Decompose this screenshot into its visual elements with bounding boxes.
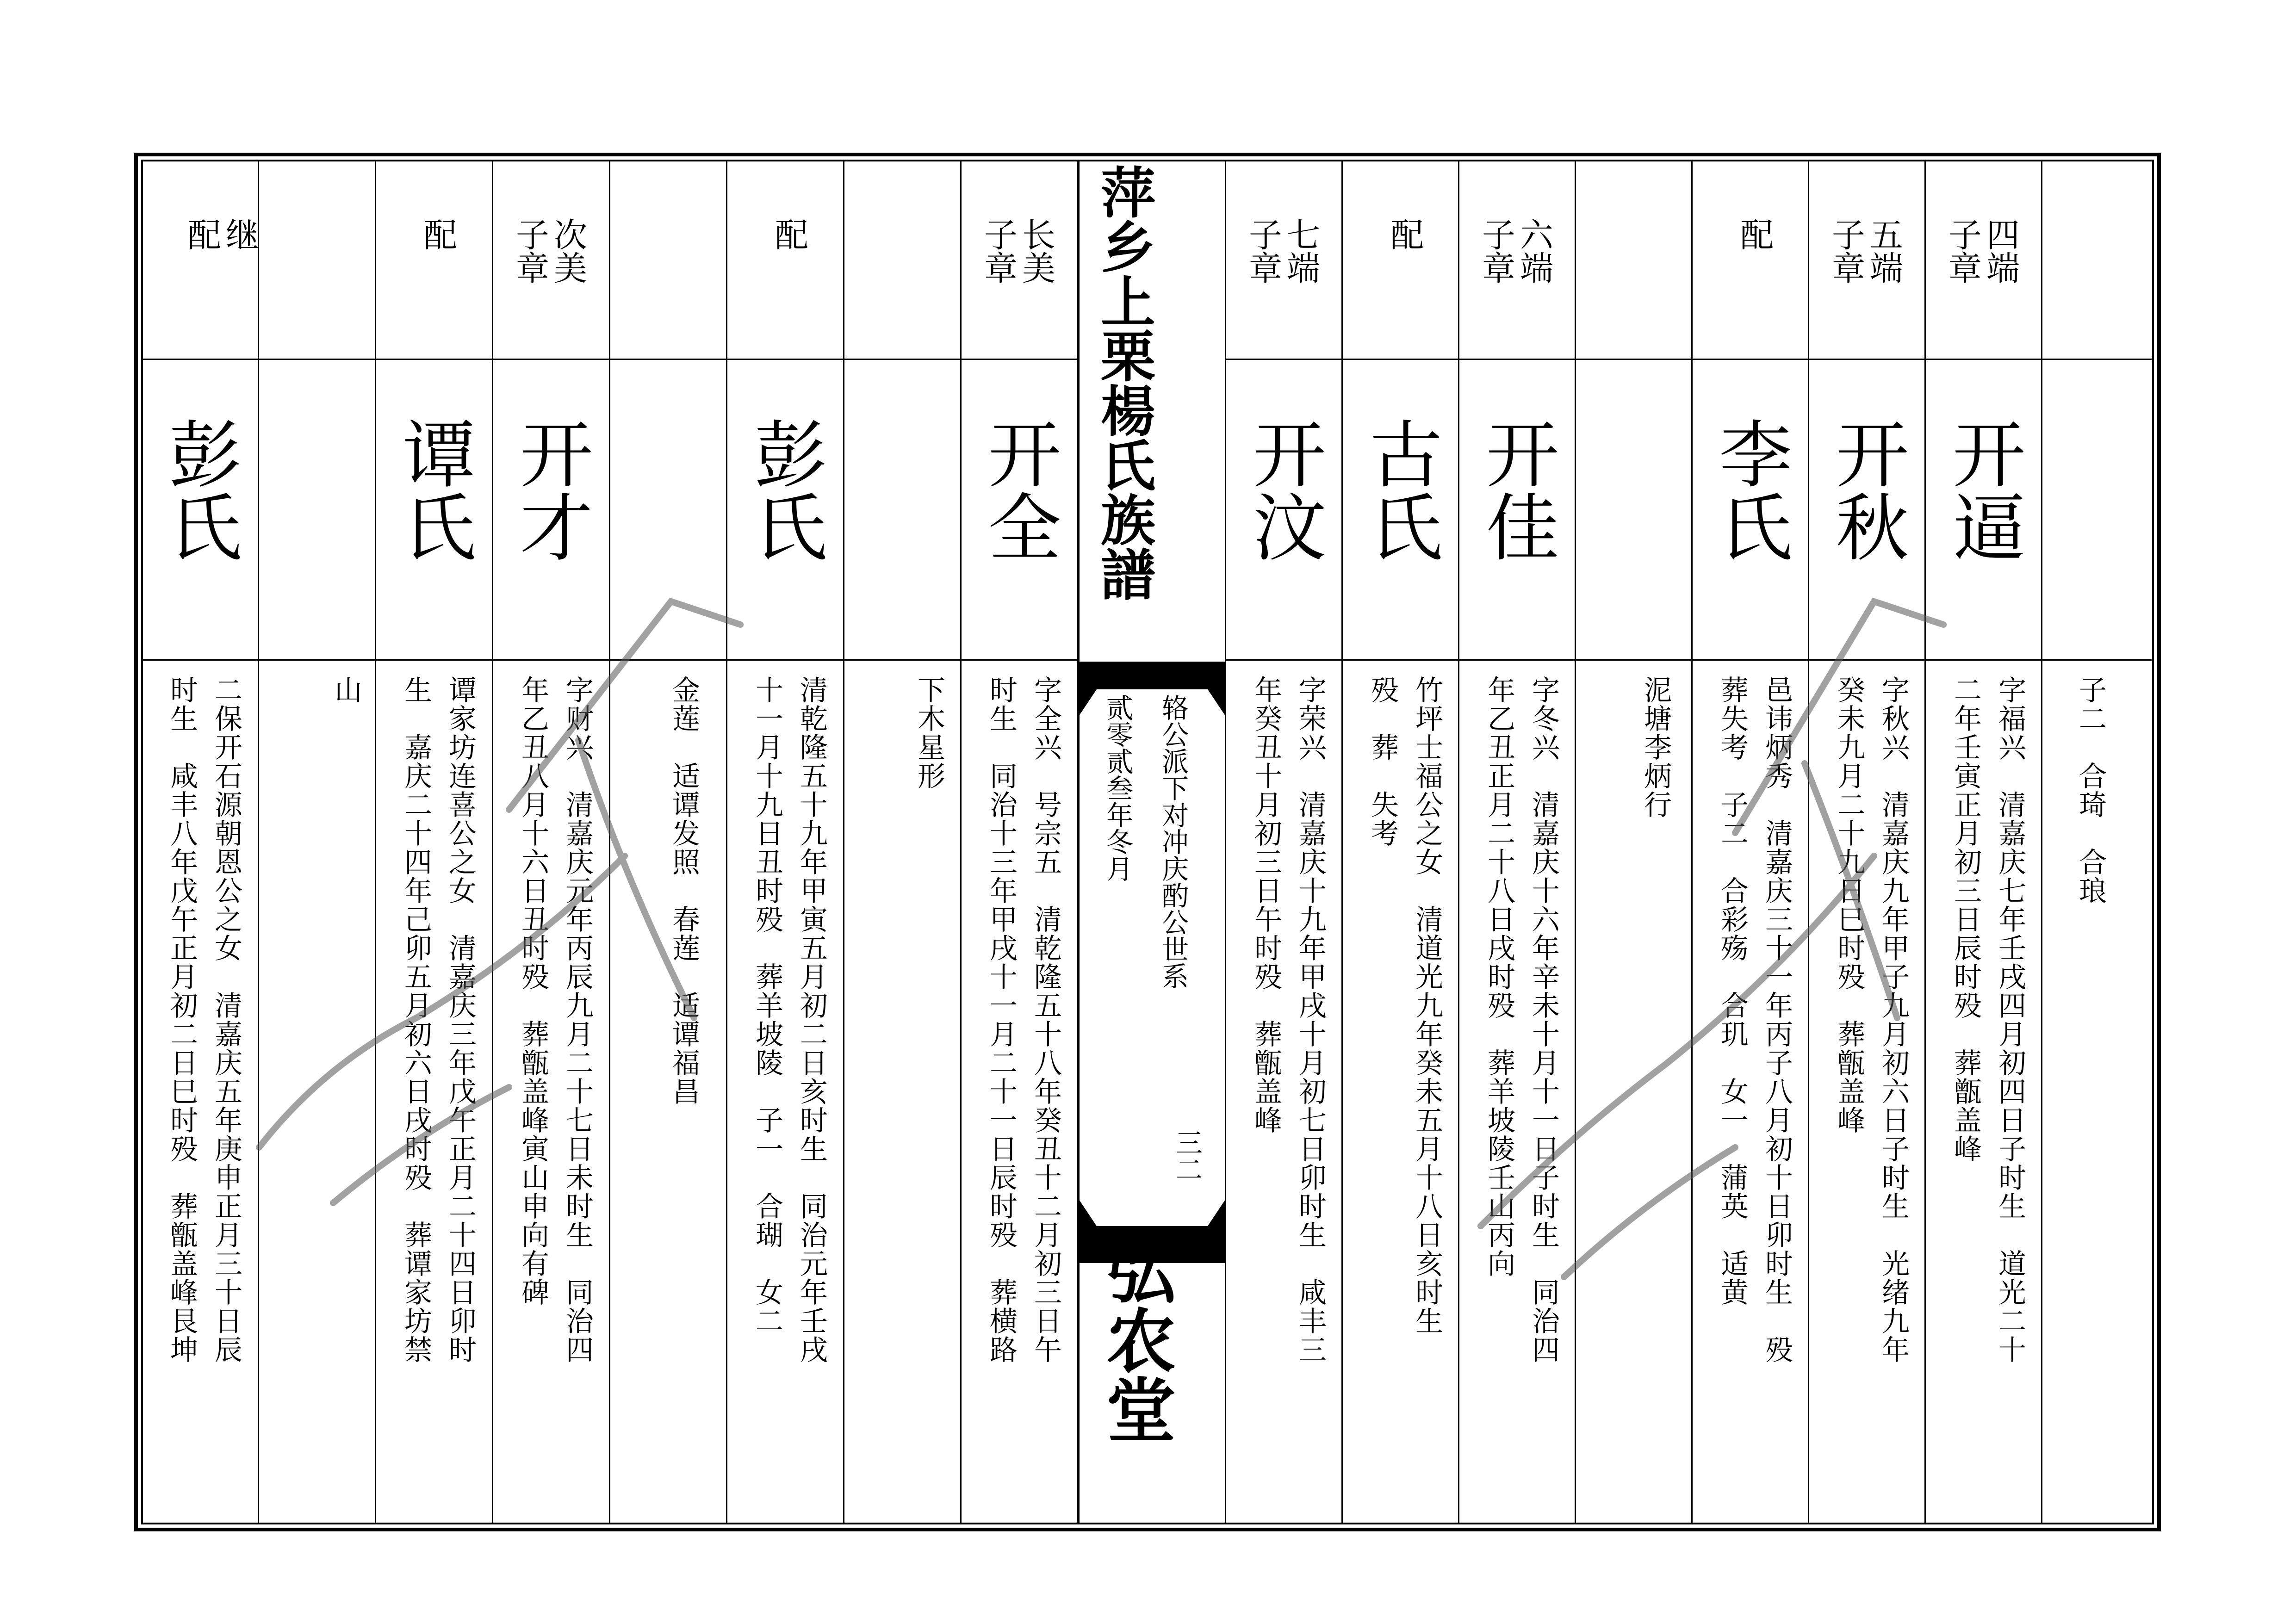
entry-text: 邑讳炳秀 清嘉庆三十一年丙子八月初十日卯时生 殁 葬失考 子二 合彩殇 合玑 女一 蒲英 适黄 — [1716, 675, 1793, 1364]
entry-label: 配 — [769, 217, 808, 251]
compiled-date: 贰零贰叁年冬月 — [1102, 694, 1133, 882]
entry-label: 次美 子章 — [510, 217, 587, 284]
entry-text: 字福兴 清嘉庆七年壬戌四月初四日子时生 道光二十 二年壬寅正月初三日辰时殁 葬甑盖峰 — [1949, 675, 2026, 1364]
entry-text: 谭家坊连喜公之女 清嘉庆三年戊午正月二十四日卯时 生 嘉庆二十四年己卯五月初六日戌时殁 葬谭家坊禁 — [400, 675, 477, 1364]
entry-label: 四端 子章 — [1943, 217, 2020, 284]
page-number: 三二 — [1171, 1129, 1203, 1183]
entry-text: 金莲 适谭发照 春莲 适谭福昌 — [668, 675, 700, 1106]
person-name: 彭氏 — [156, 416, 242, 563]
hall-name: 弘农堂 — [1094, 1235, 1176, 1443]
person-name: 开逼 — [1940, 416, 2025, 563]
entry-text: 字财兴 清嘉庆元年丙辰九月二十七日未时生 同治四 年乙丑八月十六日丑时殁 葬甑盖峰寅山申向有碑 — [517, 675, 594, 1364]
entry-text: 二保开石源朝恩公之女 清嘉庆五年庚申正月三十日辰 时生 咸丰八年戊午正月初二日巳时殁 葬甑盖峰艮坤 — [166, 675, 242, 1364]
person-name: 开秋 — [1824, 416, 1909, 563]
entry-label: 配 — [418, 217, 457, 251]
entry-text: 泥塘李炳行 — [1639, 675, 1672, 819]
entry-label: 六端 子章 — [1477, 217, 1553, 284]
entry-text: 字秋兴 清嘉庆九年甲子九月初六日子时生 光绪九年 癸未九月二十九日巳时殁 葬甑盖峰 — [1833, 675, 1910, 1364]
entry-text: 子二 合琦 合琅 — [2074, 675, 2107, 905]
entry-label: 继 配 — [182, 217, 259, 251]
entry-label: 长美 子章 — [979, 217, 1055, 284]
person-name: 开才 — [508, 416, 593, 563]
entry-text: 山 — [330, 675, 362, 704]
entry-text: 字荣兴 清嘉庆十九年甲戌十月初七日卯时生 咸丰三 年癸丑十月初三日午时殁 葬甑盖峰 — [1250, 675, 1327, 1364]
entry-label: 配 — [1735, 217, 1774, 251]
entry-label: 五端 子章 — [1826, 217, 1903, 284]
person-name: 谭氏 — [391, 416, 476, 563]
person-name: 开佳 — [1474, 416, 1559, 563]
person-name: 开全 — [976, 416, 1061, 563]
person-name: 彭氏 — [742, 416, 827, 563]
person-name: 古氏 — [1357, 416, 1442, 563]
book-title: 萍乡上栗楊氏族譜 — [1092, 164, 1156, 601]
entry-text: 下木星形 — [913, 675, 945, 790]
entry-text: 字冬兴 清嘉庆十六年辛未十月十一日子时生 同治四 年乙丑正月二十八日戌时殁 葬羊坡陵壬山丙向 — [1483, 675, 1560, 1364]
entry-text: 清乾隆五十九年甲寅五月初二日亥时生 同治元年壬戌 十一月十九日丑时殁 葬羊坡陵 子一 合瑚 女二 — [751, 675, 828, 1364]
person-name: 李氏 — [1707, 416, 1792, 563]
person-name: 开汶 — [1241, 416, 1326, 563]
lineage-line: 辂公派下对冲庆酌公世系 — [1157, 694, 1189, 989]
entry-label: 配 — [1385, 217, 1424, 251]
entry-label: 七端 子章 — [1243, 217, 1320, 284]
entry-text: 竹坪士福公之女 清道光九年癸未五月十八日亥时生 殁 葬 失考 — [1366, 675, 1443, 1335]
entry-text: 字全兴 号宗五 清乾隆五十八年癸丑十二月初三日午 时生 同治十三年甲戌十一月二十一日辰时殁 葬横路 — [985, 675, 1062, 1364]
